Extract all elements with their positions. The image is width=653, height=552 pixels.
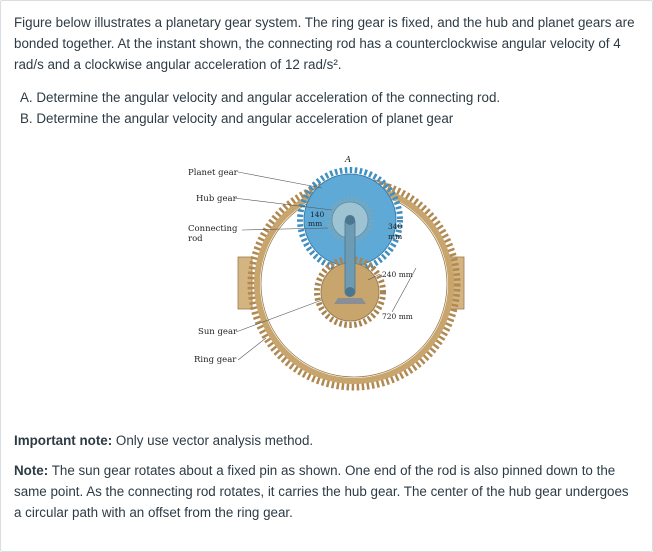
note-label: Note: (14, 463, 49, 478)
note (14, 460, 639, 523)
label-point-a: A (345, 155, 352, 165)
important-note (14, 430, 639, 451)
label-dim-340-value: 340 (388, 222, 403, 231)
fixed-pin (334, 298, 366, 304)
notes-section (14, 430, 639, 532)
label-ring-gear: Ring gear (194, 355, 237, 365)
label-dim-340-unit: mm (388, 232, 403, 241)
important-note-label: Important note: (14, 433, 113, 448)
label-connecting-rod-line2: rod (188, 234, 203, 244)
part-b: B. Determine the angular velocity and angular acceleration of planet gear (20, 111, 454, 126)
note-text: The sun gear rotates about a fixed pin as shown. One end of the rod is also pinned down to the same point. As the connecting rod rotates, it carries the hub gear. The center of the hub gear undergoes a circular path with an offset from the ring gear. (14, 463, 629, 520)
important-note-text: Only use vector analysis method. (112, 433, 314, 448)
question-body (14, 12, 639, 129)
label-dim-240: 240 mm (382, 270, 413, 279)
label-dim-720: 720 mm (382, 312, 413, 321)
label-sun-gear: Sun gear (198, 327, 238, 337)
label-hub-gear: Hub gear (196, 194, 237, 204)
label-planet-gear: Planet gear (188, 168, 238, 178)
label-connecting-rod-line1: Connecting (188, 224, 238, 234)
part-a: A. Determine the angular velocity and angular acceleration of the connecting rod. (20, 90, 501, 105)
label-dim-140-unit: mm (308, 219, 323, 228)
problem-statement: Figure below illustrates a planetary gear system. The ring gear is fixed, and the hub and planet gears are bonded together. At the instant shown, the connecting rod has a counterclockwise angular velocity of 4 rad/s and a clockwise angular acceleration of 12 rad/s². (14, 15, 635, 72)
planetary-gear-figure (182, 152, 482, 397)
label-dim-140-value: 140 (310, 210, 325, 219)
connecting-rod (345, 215, 355, 297)
question-parts (20, 87, 639, 129)
